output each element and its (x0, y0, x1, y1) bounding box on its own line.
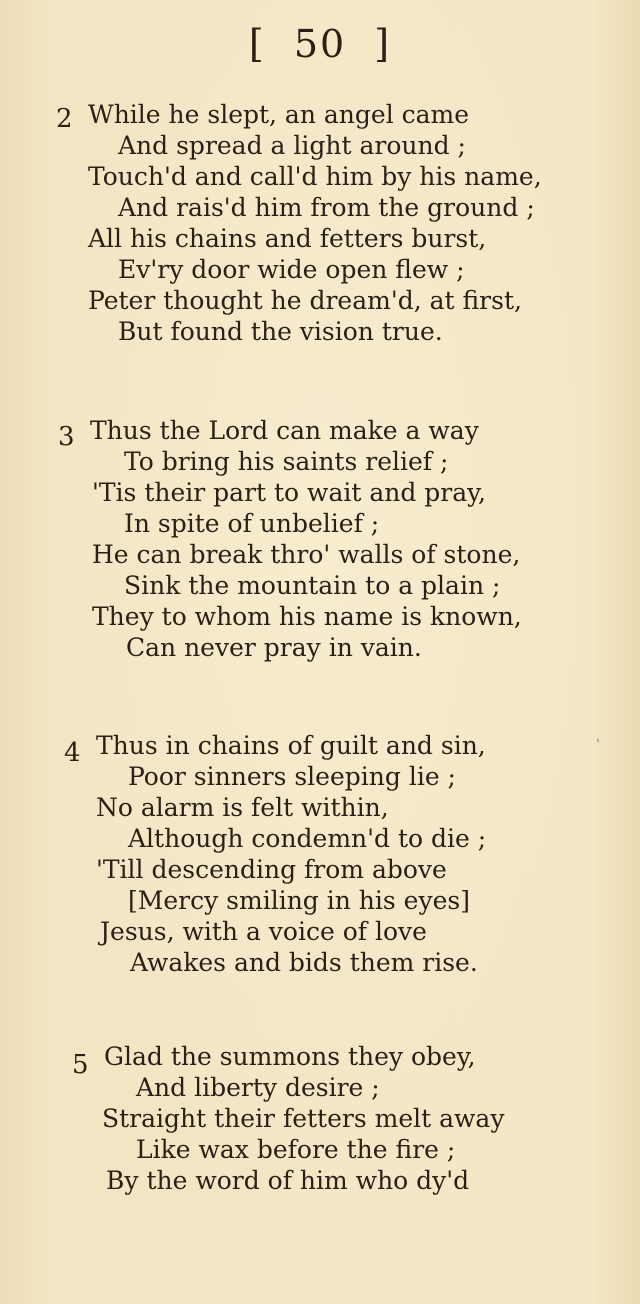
verse-line: By the word of him who dy'd (106, 1166, 470, 1195)
stanza-number: 4 (64, 738, 81, 768)
verse-line: But found the vision true. (118, 317, 443, 346)
verse-line: No alarm is felt within, (96, 793, 389, 822)
header-close-bracket: ] (374, 22, 392, 66)
verse-line: And liberty desire ; (136, 1073, 380, 1102)
verse-line: And spread a light around ; (118, 131, 466, 160)
verse-line: Jesus, with a voice of love (100, 917, 427, 946)
verse-line: [Mercy smiling in his eyes] (128, 886, 470, 915)
page-header (0, 22, 640, 66)
stanza-number: 2 (56, 104, 73, 134)
verse-line: Peter thought he dream'd, at first, (88, 286, 522, 315)
verse-line: To bring his saints relief ; (124, 447, 449, 476)
verse-line: Ev'ry door wide open flew ; (118, 255, 465, 284)
verse-line: Touch'd and call'd him by his name, (88, 162, 542, 191)
verse-line: 'Till descending from above (96, 855, 447, 884)
verse-line: Glad the summons they obey, (104, 1042, 476, 1071)
verse-line: They to whom his name is known, (92, 602, 522, 631)
stanza-number: 5 (72, 1050, 89, 1080)
verse-line: In spite of unbelief ; (124, 509, 380, 538)
verse-line: Can never pray in vain. (126, 633, 422, 662)
verse-line: Sink the mountain to a plain ; (124, 571, 501, 600)
header-open-bracket: [ (248, 22, 266, 66)
verse-line: Although condemn'd to die ; (128, 824, 487, 853)
verse-line: Like wax before the fire ; (136, 1135, 456, 1164)
verse-line: He can break thro' walls of stone, (92, 540, 521, 569)
stanza-number: 3 (58, 422, 75, 452)
verse-line: 'Tis their part to wait and pray, (92, 478, 486, 507)
verse-line: Thus the Lord can make a way (90, 416, 479, 445)
verse-line: Awakes and bids them rise. (130, 948, 478, 977)
verse-line: Straight their fetters melt away (102, 1104, 505, 1133)
verse-line: Poor sinners sleeping lie ; (128, 762, 456, 791)
verse-line: And rais'd him from the ground ; (118, 193, 535, 222)
verse-line: All his chains and fetters burst, (88, 224, 487, 253)
paper-blemish: ˋ (588, 737, 603, 755)
page-number: 50 (293, 22, 347, 66)
verse-line: Thus in chains of guilt and sin, (96, 731, 486, 760)
verse-line: While he slept, an angel came (88, 100, 470, 129)
